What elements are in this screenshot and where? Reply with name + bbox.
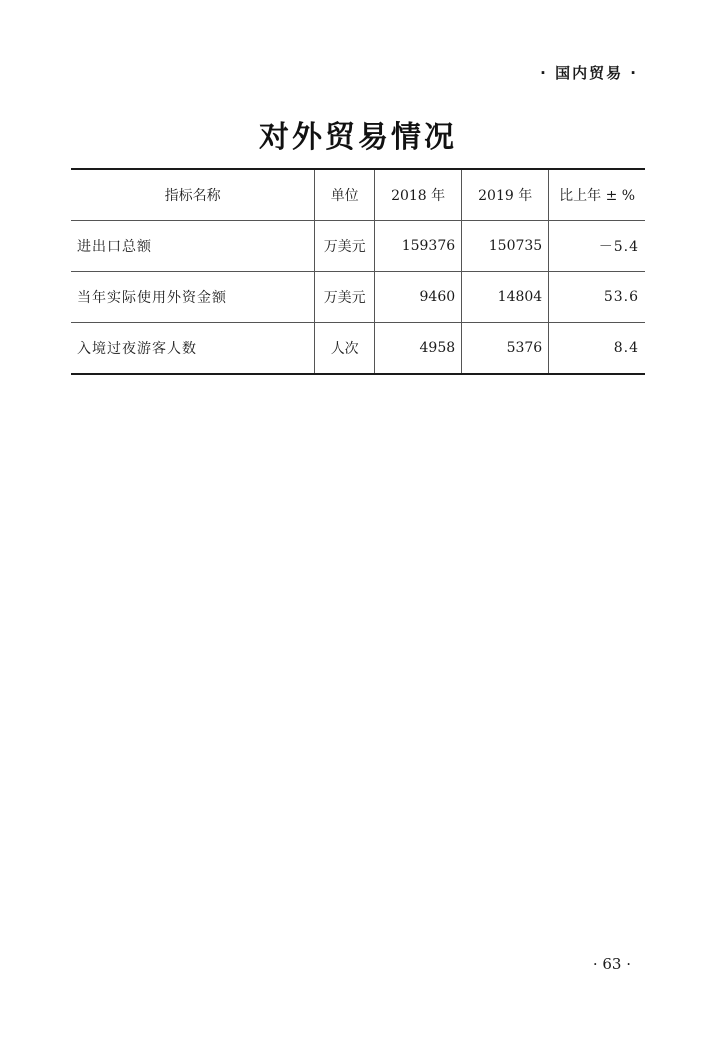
value-2019: 5376 <box>462 323 549 375</box>
value-2019: 150735 <box>462 221 549 272</box>
column-header-unit: 单位 <box>315 169 375 221</box>
indicator-name: 当年实际使用外资金额 <box>71 272 315 323</box>
table-row <box>71 221 645 272</box>
value-2018: 9460 <box>375 272 462 323</box>
unit-cell: 万美元 <box>315 221 375 272</box>
trade-table <box>71 168 645 375</box>
unit-cell: 人次 <box>315 323 375 375</box>
section-tag: · 国内贸易 · <box>540 64 638 82</box>
column-header-2018: 2018 年 <box>375 169 462 221</box>
table-row <box>71 272 645 323</box>
change-cell: 8.4 <box>549 323 645 375</box>
indicator-name: 入境过夜游客人数 <box>71 323 315 375</box>
change-cell: 53.6 <box>549 272 645 323</box>
unit-cell: 万美元 <box>315 272 375 323</box>
indicator-name: 进出口总额 <box>71 221 315 272</box>
page-title: 对外贸易情况 <box>259 120 457 155</box>
page-number: · 63 · <box>592 955 631 973</box>
value-2018: 159376 <box>375 221 462 272</box>
table-header-row <box>71 169 645 221</box>
value-2019: 14804 <box>462 272 549 323</box>
column-header-indicator: 指标名称 <box>164 188 221 204</box>
change-cell: －5.4 <box>549 221 645 272</box>
column-header-change: 比上年 ± % <box>549 169 645 221</box>
table-row <box>71 323 645 375</box>
value-2018: 4958 <box>375 323 462 375</box>
column-header-2019: 2019 年 <box>462 169 549 221</box>
